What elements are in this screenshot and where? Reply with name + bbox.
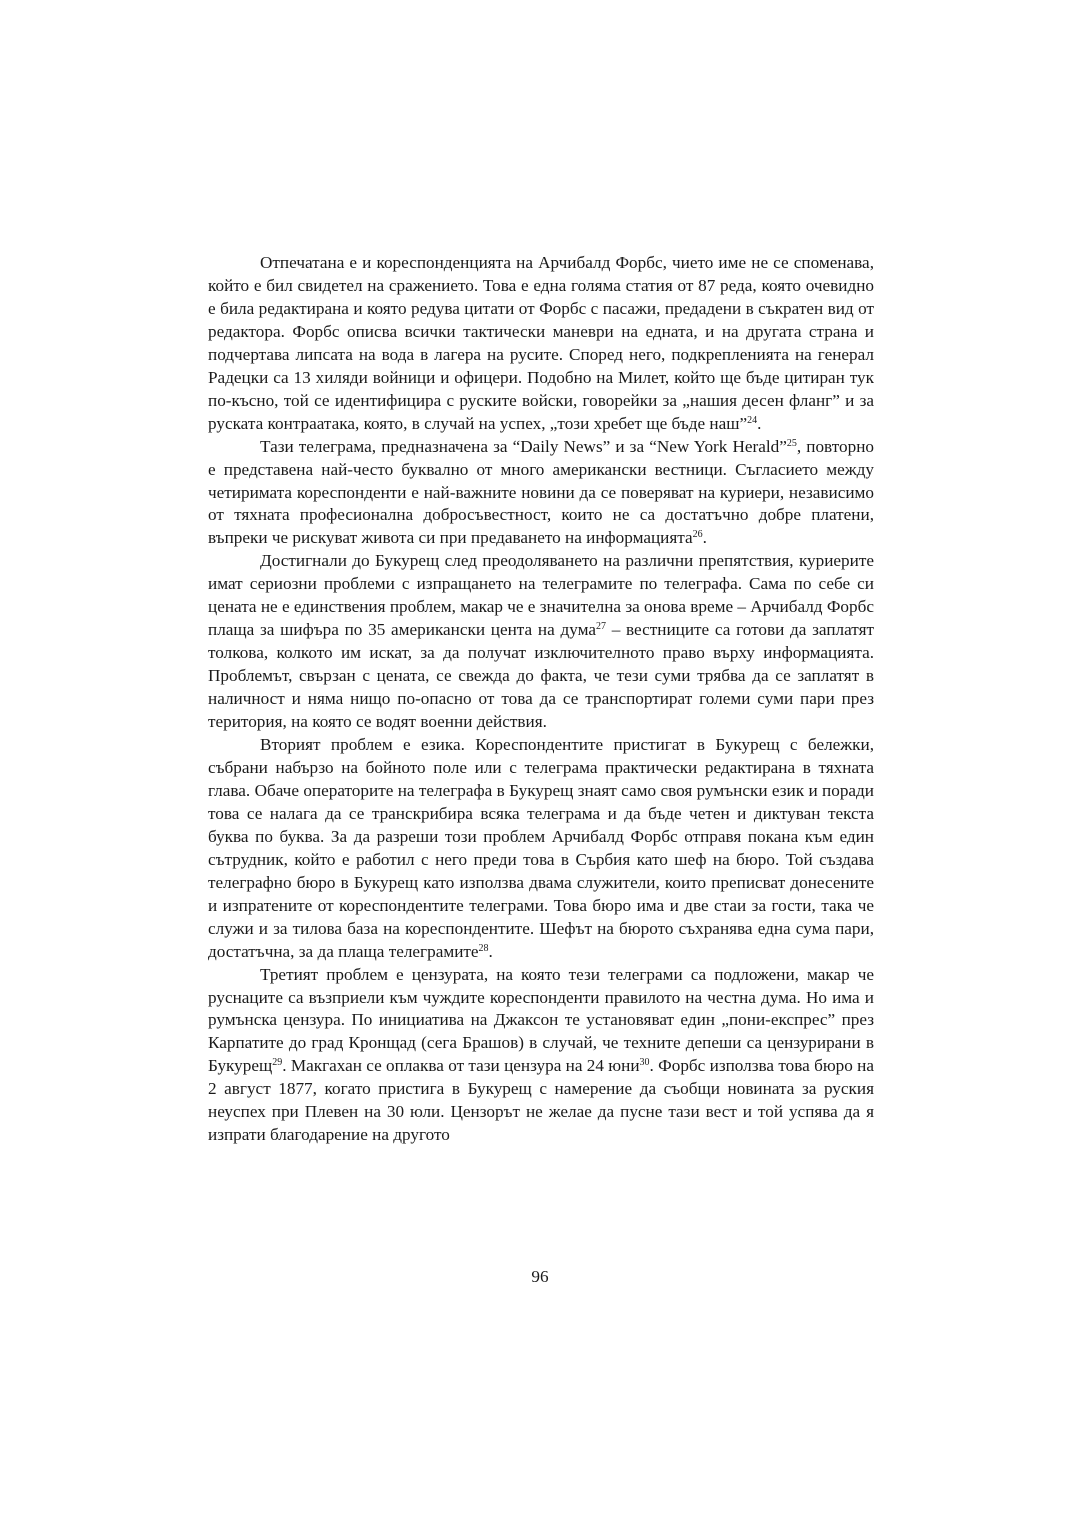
paragraph	[208, 734, 874, 964]
paragraph	[208, 964, 874, 1148]
paragraph-text: Третият проблем е цензурата, на която тези телеграми са подложени, макар че руснаците са възприели към чуждите кореспонденти правилото на честна дума. Но има и румънска цензура. По инициатива на Джаксон те установяват един „пони-експрес” през Карпатите до град Кронщад (сега Брашов) в случай, че техните депеши са цензурирани в Букурещ	[208, 964, 874, 1076]
footnote-marker: 30	[639, 1057, 650, 1069]
footnote-marker: 27	[595, 621, 606, 633]
paragraph-text: Тази телеграма, предназначена за “Daily News” и за “New York Herald”	[260, 436, 787, 456]
paragraph-text: .	[757, 413, 762, 433]
footnote-marker: 29	[272, 1057, 283, 1069]
paragraph-text: Вторият проблем е езика. Кореспондентите пристигат в Букурещ с бележки, събрани набързо на бойното поле или с телеграма практически редактирана в тяхната глава. Обаче операторите на телеграфа в Букурещ знаят само своя румънски език и поради това се налага да се транскрибира всяка телеграма и да бъде четен и диктуван текста буква по буква. За да разреши този проблем Арчибалд Форбс отправя покана към един сътрудник, който е работил с него преди това в Сърбия като шеф на бюро. Той създава телеграфно бюро в Букурещ като използва двама служители, които преписват донесените и изпратените от кореспондентите телеграми. Това бюро има и две стаи за гости, така че служи и за тилова база на кореспондентите. Шефът на бюрото съхранява една сума пари, достатъчна, за да плаща телеграмите	[208, 735, 874, 961]
paragraph-text: . Макгахан се оплаква от тази цензура на 24 юни	[282, 1056, 640, 1076]
page-number: 96	[531, 1267, 549, 1286]
paragraph-text: .	[702, 528, 707, 548]
paragraph	[208, 436, 874, 551]
footnote-marker: 26	[692, 529, 703, 541]
paragraph-text: , повторно е представена най-често буквално от много американски вестници. Съгласието между четиримата кореспонденти е най-важните новини да се поверяват на куриери, независимо от тяхната професионална добросъвестност, които не са достатъчно добре платени, въпреки че рискуват живота си при предаването на информацията	[208, 436, 874, 548]
paragraph-text: . Форбс използва това бюро на 2 август 1877, когато пристига в Букурещ с намерение да съобщи новината за руския неуспех при Плевен на 30 юли. Цензорът не желае да пусне тази вест и той успява да я изпрати благодарение на другото	[208, 1056, 874, 1145]
paragraph	[208, 252, 874, 436]
footnote-marker: 28	[478, 942, 489, 954]
paragraph	[208, 550, 874, 734]
paragraph-text: Отпечатана е и кореспонденцията на Арчибалд Форбс, чието име не се споменава, който е бил свидетел на сражението. Това е една голяма статия от 87 реда, която очевидно е била редактирана и която редува цитати от Форбс с пасажи, предадени в съкратен вид от редактора. Форбс описва всички тактически маневри на едната, и на другата страна и подчертава липсата на вода в лагера на русите. Според него, подкрепленията на генерал Радецки са 13 хиляди войници и офицери. Подобно на Милет, който ще бъде цитиран тук по-късно, той се идентифицира с руските войски, говорейки за „нашия десен фланг” и за руската контраатака, която, в случай на успех, „този хребет ще бъде наш”	[208, 253, 874, 433]
paragraph-text: Достигнали до Букурещ след преодоляването на различни препятствия, куриерите имат сериозни проблеми с изпращането на телеграмите по телеграфа. Сама по себе си цената не е единствения проблем, макар че е значителна за онова време – Арчибалд Форбс плаща за шифъра по 35 американски цента на дума	[208, 551, 874, 640]
footnote-marker: 25	[786, 437, 797, 449]
footnote-marker: 24	[747, 414, 758, 426]
paragraph-text: – вестниците са готови да заплатят толкова, колкото им искат, за да получат изключителното право върху информацията. Проблемът, свързан с цената, се свежда до факта, че тези суми трябва да се заплатят в наличност и няма нищо по-опасно от това да се транспортират големи суми пари през територия, на която се водят военни действия.	[208, 620, 874, 732]
paragraph-text: .	[488, 941, 493, 961]
body-text	[208, 252, 874, 1147]
